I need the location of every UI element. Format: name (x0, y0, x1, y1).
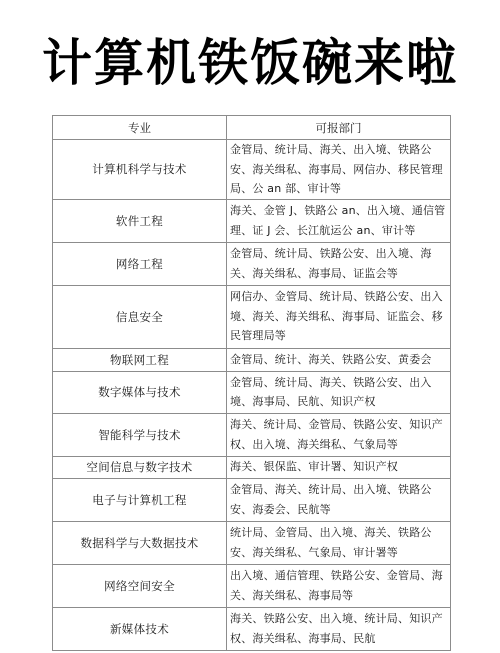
header-departments: 可报部门 (227, 116, 451, 140)
major-cell: 信息安全 (53, 285, 227, 348)
departments-cell: 海关、铁路公安、出入境、统计局、知识产权、海关缉私、海事局、民航 (227, 607, 451, 650)
header-major: 专业 (53, 116, 227, 140)
departments-cell: 海关、金管 J、铁路公 an、出入境、通信管理、证 J 会、长江航运公 an、审计等 (227, 199, 451, 242)
major-cell: 计算机科学与技术 (53, 140, 227, 200)
table-row (53, 140, 451, 200)
table-row (53, 478, 451, 521)
table-row (53, 348, 451, 371)
table-row (53, 242, 451, 285)
major-department-table (52, 115, 451, 651)
major-cell: 数字媒体与技术 (53, 371, 227, 413)
major-cell: 物联网工程 (53, 348, 227, 371)
table-row (53, 564, 451, 607)
departments-cell: 金管局、统计局、铁路公安、出入境、海关、海关缉私、海事局、证监会等 (227, 242, 451, 285)
major-cell: 空间信息与数字技术 (53, 456, 227, 478)
departments-cell: 海关、统计局、金管局、铁路公安、知识产权、出入境、海关缉私、气象局等 (227, 413, 451, 456)
major-cell: 智能科学与技术 (53, 413, 227, 456)
table-row (53, 456, 451, 478)
departments-cell: 金管局、统计局、海关、铁路公安、出入境、海事局、民航、知识产权 (227, 371, 451, 413)
major-cell: 网络工程 (53, 242, 227, 285)
departments-cell: 金管局、统计、海关、铁路公安、黄委会 (227, 348, 451, 371)
departments-cell: 海关、银保监、审计署、知识产权 (227, 456, 451, 478)
departments-cell: 统计局、金管局、出入境、海关、铁路公安、海关缉私、气象局、审计署等 (227, 521, 451, 564)
major-cell: 数据科学与大数据技术 (53, 521, 227, 564)
major-cell: 网络空间安全 (53, 564, 227, 607)
departments-cell: 出入境、通信管理、铁路公安、金管局、海关、海关缉私、海事局等 (227, 564, 451, 607)
table-row (53, 413, 451, 456)
departments-cell: 金管局、海关、统计局、出入境、铁路公安、海委会、民航等 (227, 478, 451, 521)
departments-cell: 金管局、统计局、海关、出入境、铁路公安、海关缉私、海事局、网信办、移民管理局、公 an 部、审计等 (227, 140, 451, 200)
departments-cell: 网信办、金管局、统计局、铁路公安、出入境、海关、海关缉私、海事局、证监会、移民管理局等 (227, 285, 451, 348)
major-cell: 新媒体技术 (53, 607, 227, 650)
table-row (53, 199, 451, 242)
table-row (53, 285, 451, 348)
table-row (53, 371, 451, 413)
major-cell: 电子与计算机工程 (53, 478, 227, 521)
table-header-row (53, 116, 451, 140)
table-row (53, 607, 451, 650)
major-cell: 软件工程 (53, 199, 227, 242)
page-title: 计算机铁饭碗来啦 (42, 34, 458, 92)
table-row (53, 521, 451, 564)
